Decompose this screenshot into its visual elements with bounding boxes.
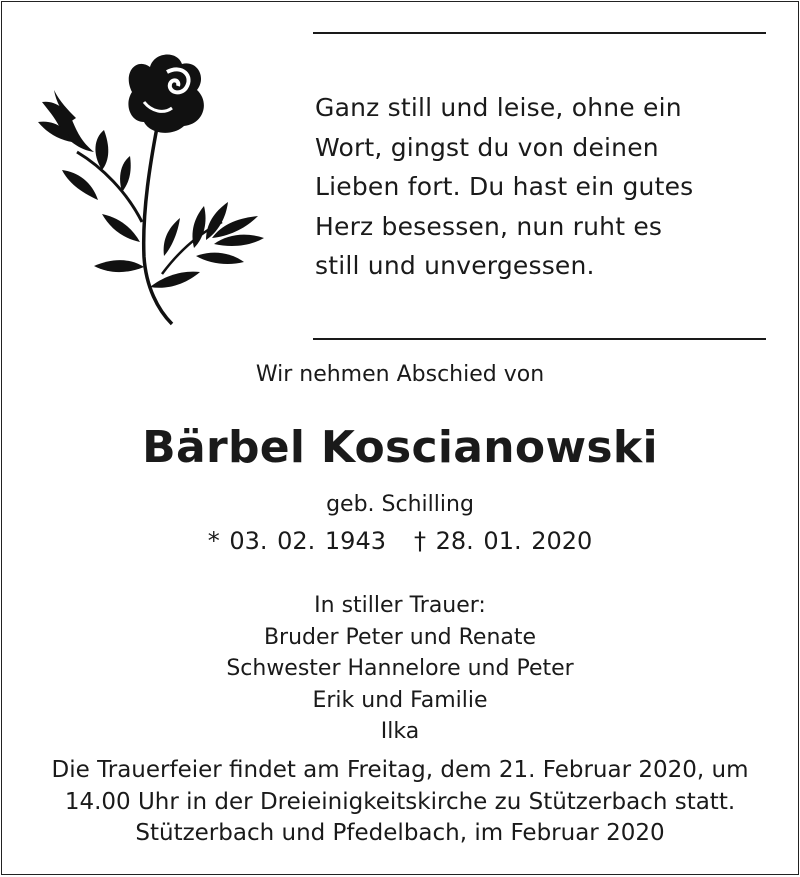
poem-line: Ganz still und leise, ohne ein <box>315 93 682 122</box>
poem-line: Wort, gingst du von deinen <box>315 132 659 162</box>
mourners-heading: In stiller Trauer: <box>314 593 486 618</box>
service-line: Die Trauerfeier findet am Freitag, dem 21. Februar 2020, um <box>51 757 749 783</box>
life-dates <box>2 527 798 555</box>
mourner-name: Ilka <box>380 719 420 744</box>
poem-line: Lieben fort. Du hast ein gutes <box>315 172 694 201</box>
obituary-notice <box>1 1 799 875</box>
memorial-poem <box>315 88 775 286</box>
farewell-intro: Wir nehmen Abschied von <box>255 362 545 387</box>
mourner-name: Schwester Hannelore und Peter <box>226 656 574 681</box>
birth-date: * 03. 02. 1943 <box>207 527 386 555</box>
maiden-name: geb. Schilling <box>326 492 474 517</box>
service-line: 14.00 Uhr in der Dreieinigkeitskirche zu Stützerbach statt. <box>64 788 736 815</box>
rose-flower-icon <box>32 42 292 332</box>
mourners-list <box>2 590 798 748</box>
funeral-service-info <box>2 755 798 850</box>
poem-line: still und unvergessen. <box>315 251 595 280</box>
mourner-name: Erik und Familie <box>312 687 488 713</box>
mourner-name: Bruder Peter und Renate <box>263 624 537 650</box>
service-line: Stützerbach und Pfedelbach, im Februar 2020 <box>135 820 665 846</box>
poem-line: Herz besessen, nun ruht es <box>315 211 663 241</box>
top-divider <box>313 32 766 34</box>
death-date: † 28. 01. 2020 <box>414 527 593 555</box>
bottom-divider <box>313 338 766 340</box>
deceased-name: Bärbel Koscianowski <box>142 422 658 473</box>
